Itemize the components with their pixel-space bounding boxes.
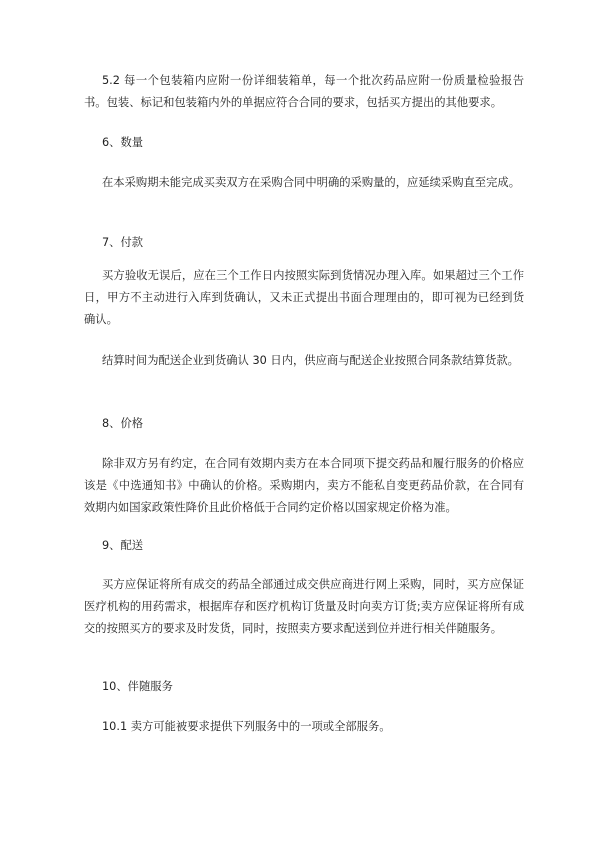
section-heading-services: 10、伴随服务 <box>102 680 173 693</box>
section-heading-delivery: 9、配送 <box>102 539 144 552</box>
paragraph-payment-settlement: 结算时间为配送企业到货确认 30 日内，供应商与配送企业按照合同条款结算货款。 <box>102 354 519 367</box>
paragraph-services-10-1: 10.1 卖方可能被要求提供下列服务中的一项或全部服务。 <box>102 720 391 733</box>
section-heading-quantity: 6、数量 <box>102 136 144 149</box>
section-heading-payment: 7、付款 <box>102 236 144 249</box>
paragraph-5-2: 5.2 每一个包装箱内应附一份详细装箱单，每一个批次药品应附一份质量检验报告书。包装、标记和包装箱内外的单据应符合合同的要求，包括买方提出的其他要求。 <box>84 74 524 109</box>
paragraph-quantity: 在本采购期未能完成买卖双方在采购合同中明确的采购量的，应延续采购直至完成。 <box>102 176 520 189</box>
section-heading-price: 8、价格 <box>102 417 144 430</box>
paragraph-price: 除非双方另有约定，在合同有效期内卖方在本合同项下提交药品和履行服务的价格应该是《中选通知书》中确认的价格。采购期内，卖方不能私自变更药品价款，在合同有效期内如国家政策性降价且此价格低于合同约定价格以国家规定价格为准。 <box>84 457 524 514</box>
paragraph-payment-acceptance: 买方验收无误后，应在三个工作日内按照实际到货情况办理入库。如果超过三个工作日，甲方不主动进行入库到货确认，又未正式提出书面合理理由的，即可视为已经到货确认。 <box>84 269 524 326</box>
paragraph-delivery: 买方应保证将所有成交的药品全部通过成交供应商进行网上采购，同时，买方应保证医疗机构的用药需求，根据库存和医疗机构订货量及时向卖方订货;卖方应保证将所有成交的按照买方的要求及时发货，同时，按照卖方要求配送到位并进行相关伴随服务。 <box>84 578 524 635</box>
